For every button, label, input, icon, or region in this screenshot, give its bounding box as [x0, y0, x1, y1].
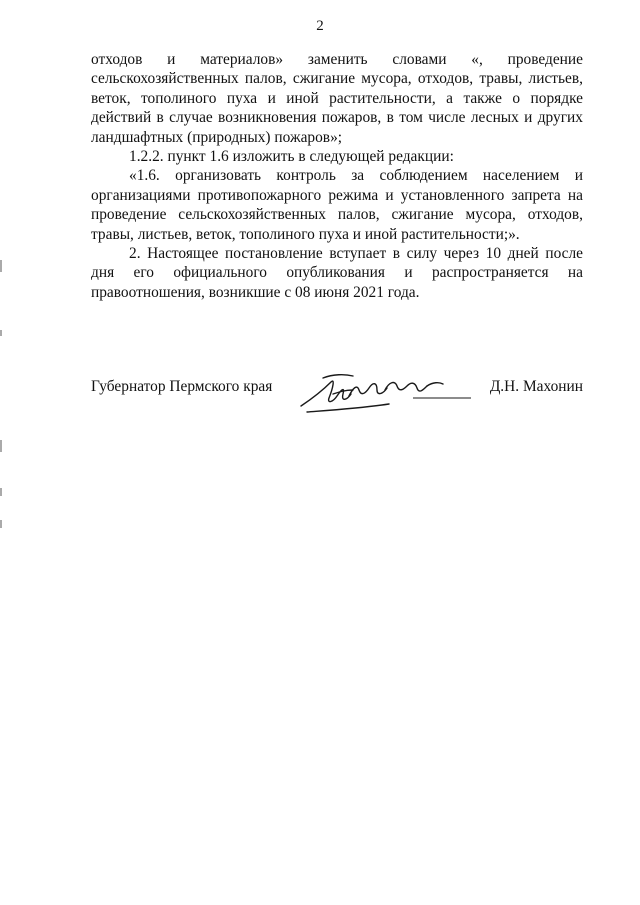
paragraph-clause-1-2-2: 1.2.2. пункт 1.6 изложить в следующей редакции:	[129, 148, 454, 166]
signer-name: Д.Н. Махонин	[489, 378, 583, 395]
scan-edge-marks	[0, 0, 6, 905]
handwritten-signature	[293, 368, 473, 418]
signature-block	[91, 374, 583, 434]
paragraph-continuation: отходов и материалов» заменить словами «, проведение сельскохозяйственных палов, сжигание мусора, отходов, травы, листьев, веток, тополиного пуха и иной растительности, а также о порядке действий в случае возникновения пожаров, в том числе лесных и других ландшафтных (природных) пожаров»;	[91, 51, 583, 146]
paragraph-item-2: 2. Настоящее постановление вступает в силу через 10 дней после дня его официального опубликования и распространяется на правоотношения, возникшие с 08 июня 2021 года.	[91, 245, 583, 301]
signer-title: Губернатор Пермского края	[91, 378, 273, 395]
document-body	[91, 50, 583, 302]
page-number: 2	[316, 18, 324, 34]
paragraph-clause-1-6: «1.6. организовать контроль за соблюдением населением и организациями противопожарного режима и установленного запрета на проведение сельскохозяйственных палов, сжигание мусора, отходов, травы, листьев, веток, тополиного пуха и иной растительности;».	[91, 167, 583, 243]
